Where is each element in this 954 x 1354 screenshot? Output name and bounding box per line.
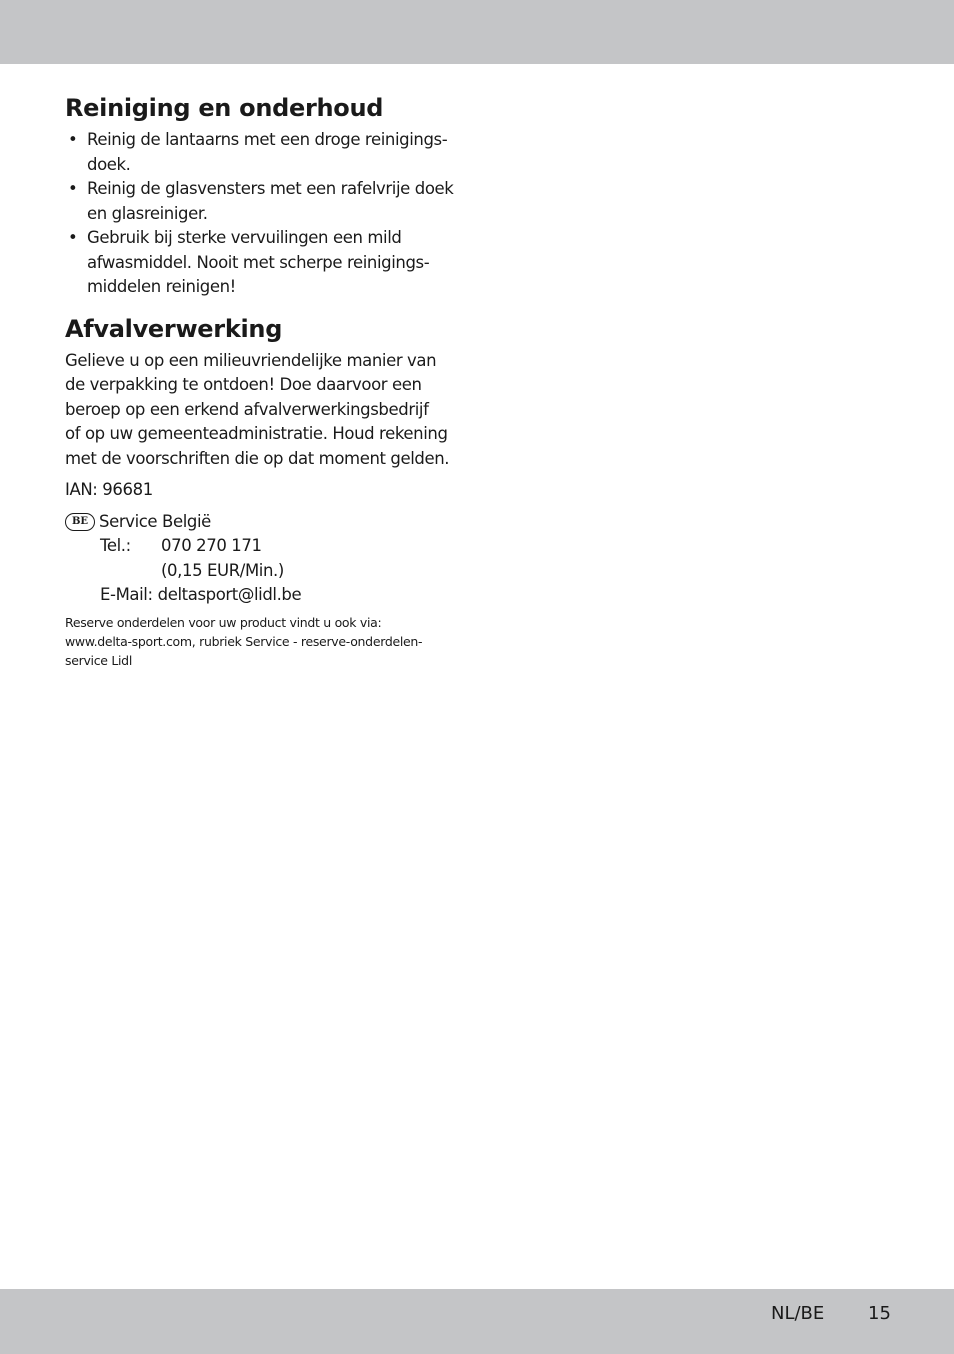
cleaning-list [65,128,465,300]
spare-parts-note [65,613,465,670]
paragraph-line: de verpakking te ontdoen! Doe daarvoor een [65,375,422,394]
section-title-disposal: Afvalverwerking [65,314,283,343]
ian-number: IAN: 96681 [65,480,153,499]
service-tel-row [65,534,465,559]
list-item-line: Reinig de lantaarns met een droge reinigings- [87,130,448,149]
note-line: Reserve onderdelen voor uw product vindt u ook via: [65,614,382,630]
paragraph-line: beroep op een erkend afvalverwerkingsbedrijf [65,399,429,419]
list-item-line: Reinig de glasvensters met een rafelvrije doek [87,179,454,198]
list-item-line: en glasreiniger. [87,203,208,223]
list-item [65,177,465,226]
bullet-icon: • [68,130,78,149]
service-block [65,510,465,608]
list-item-line: afwasmiddel. Nooit met scherpe reinigings- [87,252,430,272]
list-item [65,128,465,177]
header-band [0,0,954,64]
service-title: Service België [99,511,211,531]
list-item [65,226,465,300]
note-line: service Lidl [65,652,132,668]
service-rate-row [65,559,465,584]
page-content [65,92,465,670]
tel-rate: (0,15 EUR/Min.) [161,560,284,580]
bullet-icon: • [68,228,78,247]
list-item-line: doek. [87,154,131,174]
email-label: E-Mail: [100,585,153,604]
paragraph-line: of op uw gemeenteadministratie. Houd rekening [65,424,448,443]
footer-language: NL/BE [771,1303,825,1324]
tel-label: Tel.: [100,536,131,555]
disposal-paragraph [65,349,465,472]
service-heading [65,510,465,535]
service-email-row [65,583,465,608]
bullet-icon: • [68,179,78,198]
list-item-line: Gebruik bij sterke vervuilingen een mild [87,228,402,247]
note-line: www.delta-sport.com, rubriek Service - reserve-onderdelen- [65,633,423,649]
section-title-cleaning: Reiniging en onderhoud [65,94,384,122]
list-item-line: middelen reinigen! [87,277,236,296]
rate-spacer [100,559,161,584]
page-number: 15 [868,1303,891,1324]
paragraph-line: met de voorschriften die op dat moment gelden. [65,448,450,468]
tel-number[interactable]: 070 270 171 [161,536,262,555]
email-link[interactable]: deltasport@lidl.be [157,585,302,604]
country-badge-icon: BE [65,513,95,531]
paragraph-line: Gelieve u op een milieuvriendelijke manier van [65,350,437,370]
